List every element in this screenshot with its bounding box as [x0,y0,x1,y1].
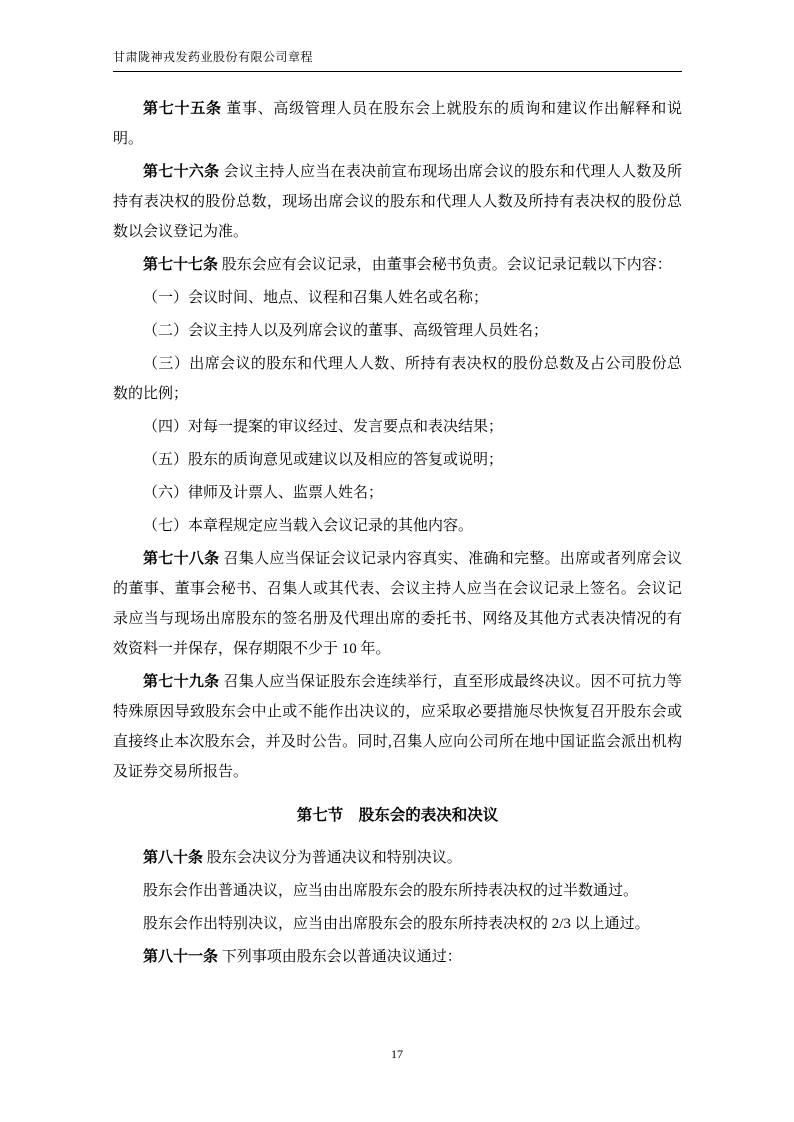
list-item: （五）股东的质询意见或建议以及相应的答复或说明； [143,452,504,468]
article-number-label: 第八十条 [143,850,204,866]
page-number: 17 [391,1047,403,1061]
article-paragraph: 第七十八条 召集人应当保证会议记录内容真实、准确和完整。出席或者列席会议的董事、董事会秘书、召集人或其代表、会议主持人应当在会议记录上签名。会议记录应当与现场出席股东的签名册及代理出席的委托书、网络及其他方式表决情况的有效资料一并保存，保存期限不少于 10 年。 [113,551,682,657]
list-item: （四）对每一提案的审议经过、发言要点和表决结果； [143,419,504,435]
article-paragraph: 第七十九条 召集人应当保证股东会连续举行，直至形成最终决议。因不可抗力等特殊原因导致股东会中止或不能作出决议的，应采取必要措施尽快恢复召开股东会或直接终止本次股东会，并及时公告。同时,召集人应向公司所在地中国证监会派出机构及证券交易所报告。 [113,674,682,780]
list-item: （三）出席会议的股东和代理人人数、所持有表决权的股份总数及占公司股份总数的比例； [113,356,682,402]
paragraph: 股东会作出特别决议，应当由出席股东会的股东所持表决权的 2/3 以上通过。 [143,916,650,932]
article-paragraph: 第七十七条 股东会应有会议记录，由董事会秘书负责。会议记录记载以下内容： [143,257,672,273]
list-item: （七）本章程规定应当载入会议记录的其他内容。 [143,518,474,534]
article-paragraph: 第八十一条 下列事项由股东会以普通决议通过： [143,949,462,965]
page-header [113,48,682,72]
header-title: 甘肃陇神戎发药业股份有限公司章程 [113,50,314,64]
list-item: （一）会议时间、地点、议程和召集人姓名或名称； [143,290,489,306]
article-number-label: 第七十五条 [143,101,222,117]
article-paragraph: 第七十六条 会议主持人应当在表决前宣布现场出席会议的股东和代理人人数及所持有表决权的股份总数，现场出席会议的股东和代理人人数及所持有表决权的股份总数以会议登记为准。 [113,164,682,240]
article-paragraph: 第七十五条 董事、高级管理人员在股东会上就股东的质询和建议作出解释和说明。 [113,101,682,147]
paragraph: 股东会作出普通决议，应当由出席股东会的股东所持表决权的过半数通过。 [143,883,639,899]
list-item: （二）会议主持人以及列席会议的董事、高级管理人员姓名； [143,323,549,339]
page-footer [0,1047,794,1062]
article-paragraph: 第八十条 股东会决议分为普通决议和特别决议。 [143,850,462,866]
section-heading: 第七节 股东会的表决和决议 [296,807,499,824]
document-body [113,94,682,975]
article-number-label: 第七十九条 [143,674,220,690]
article-number-label: 第七十六条 [143,164,220,180]
article-number-label: 第七十七条 [143,257,219,273]
article-number-label: 第八十一条 [143,949,219,965]
article-number-label: 第七十八条 [143,551,220,567]
list-item: （六）律师及计票人、监票人姓名； [143,485,384,501]
